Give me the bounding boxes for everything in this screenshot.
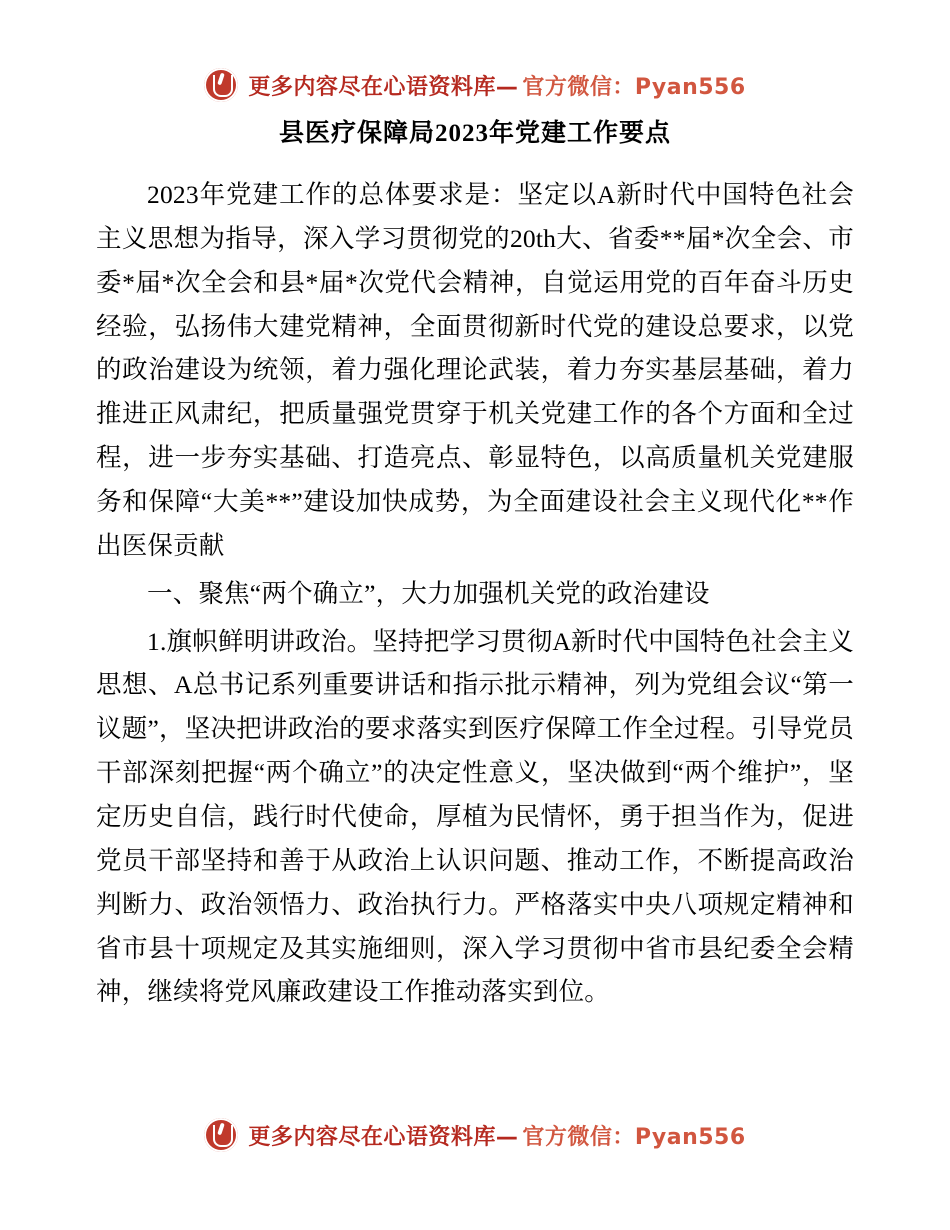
paragraph-item-1: 1.旗帜鲜明讲政治。坚持把学习贯彻A新时代中国特色社会主义思想、A总书记系列重要讲话和指示批示精神，列为党组会议“第一议题”，坚决把讲政治的要求落实到医疗保障工作全过程。引导党员干部深刻把握“两个确立”的决定性意义，坚决做到“两个维护”，坚定历史自信，践行时代使命，厚植为民情怀，勇于担当作为，促进党员干部坚持和善于从政治上认识问题、推动工作，不断提高政治判断力、政治领悟力、政治执行力。严格落实中央八项规定精神和省市县十项规定及其实施细则，深入学习贯彻中省市县纪委全会精神，继续将党风廉政建设工作推动落实到位。 — [96, 626, 854, 1007]
watermark-banner-bottom — [0, 1118, 950, 1152]
section-heading-1: 一、聚焦“两个确立”，大力加强机关党的政治建设 — [147, 578, 710, 608]
seal-logo-icon — [204, 68, 238, 102]
watermark-main-text: 更多内容尽在心语资料库— — [248, 1124, 519, 1150]
watermark-wechat-text: 官方微信：Pyan556 — [522, 1124, 746, 1150]
watermark-banner-top — [0, 68, 950, 102]
watermark-wechat-text: 官方微信：Pyan556 — [522, 74, 746, 100]
watermark-main-text: 更多内容尽在心语资料库— — [248, 74, 519, 100]
seal-logo-icon — [204, 1118, 238, 1152]
paragraph-overview: 2023年党建工作的总体要求是：坚定以A新时代中国特色社会主义思想为指导，深入学习贯彻党的20th大、省委**届*次全会、市委*届*次全会和县*届*次党代会精神，自觉运用党的百年奋斗历史经验，弘扬伟大建党精神，全面贯彻新时代党的建设总要求，以党的政治建设为统领，着力强化理论武装，着力夯实基层基础，着力推进正风肃纪，把质量强党贯穿于机关党建工作的各个方面和全过程，进一步夯实基础、打造亮点、彰显特色，以高质量机关党建服务和保障“大美**”建设加快成势，为全面建设社会主义现代化**作出医保贡献 — [96, 180, 854, 560]
page-title: 县医疗保障局2023年党建工作要点 — [278, 120, 671, 147]
